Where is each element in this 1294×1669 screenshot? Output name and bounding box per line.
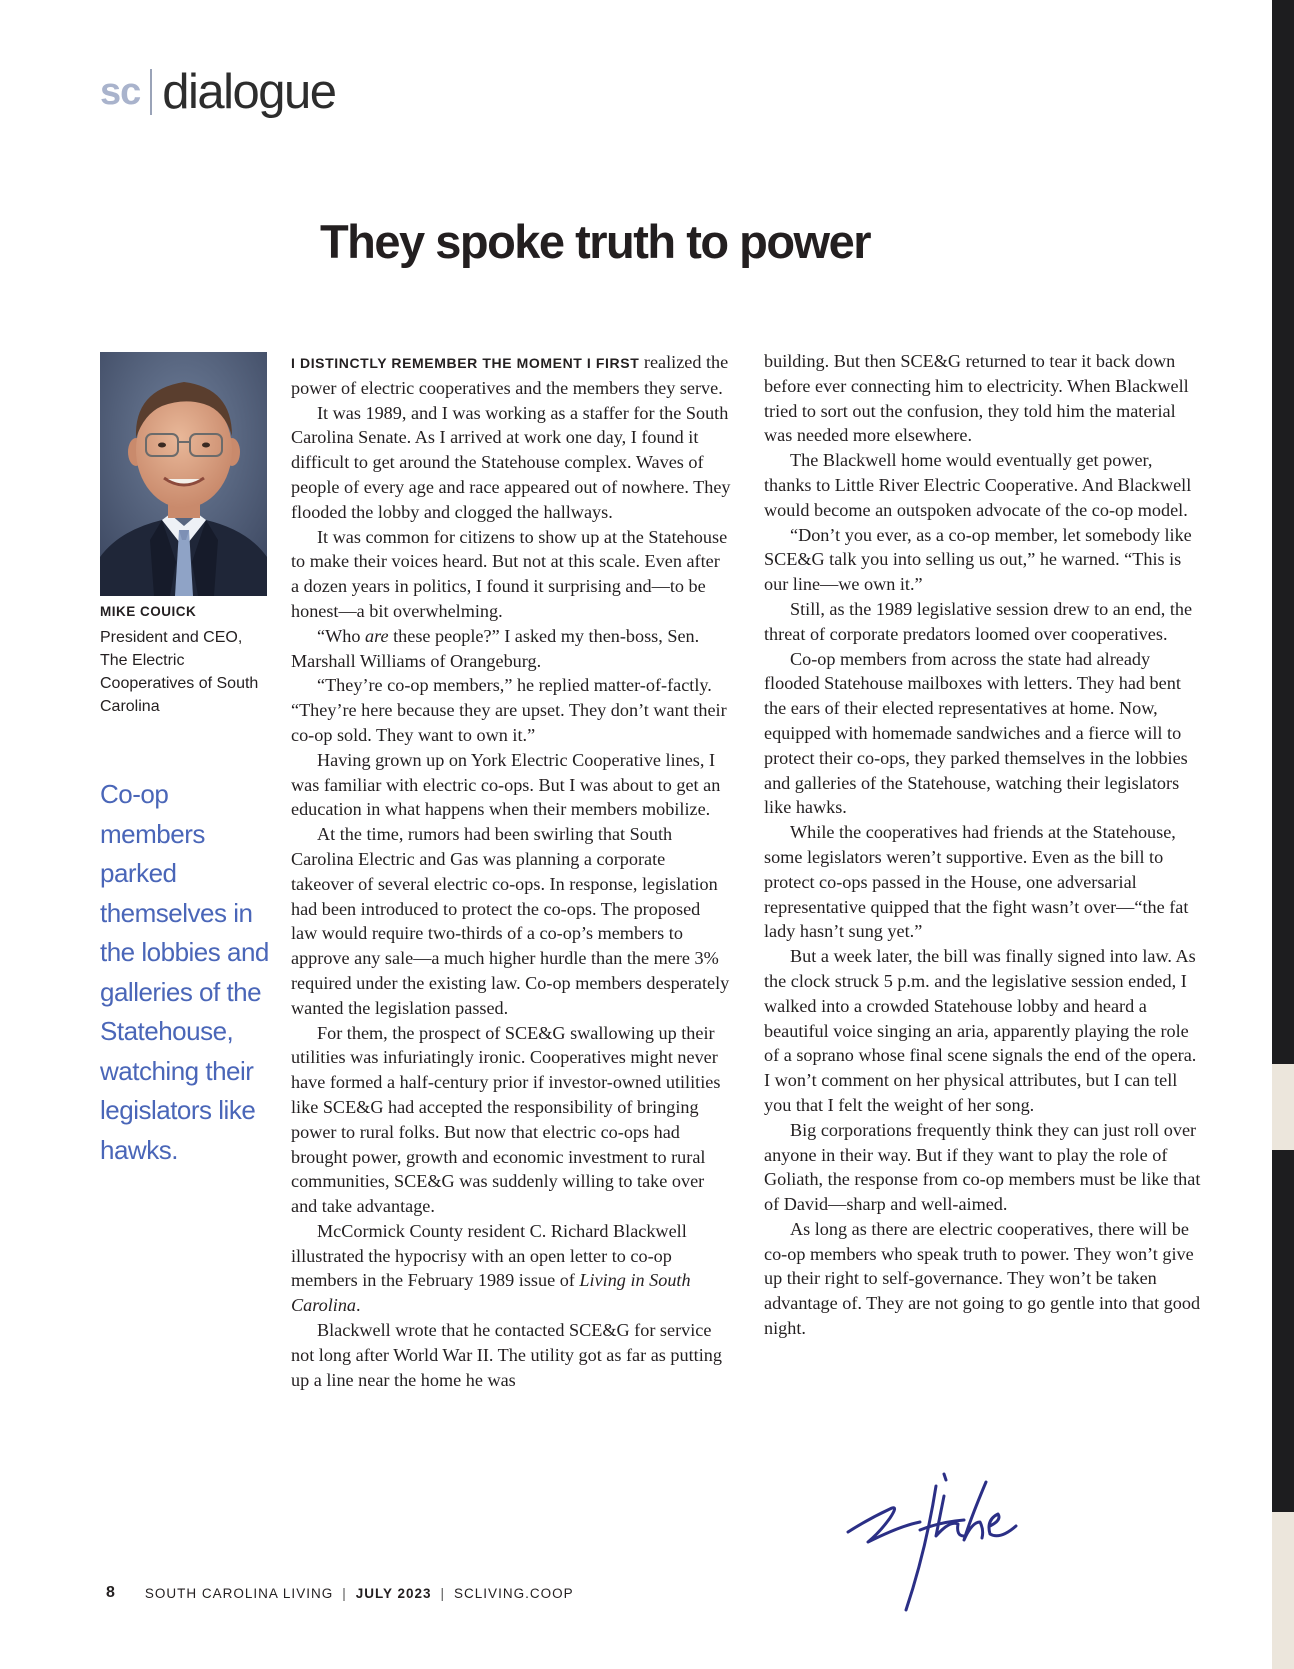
lead-text: realized the power of electric cooperatives and the members they serve. [291, 352, 729, 398]
article-paragraph: For them, the prospect of SCE&G swallowing up their utilities was infuriatingly ironic. Cooperatives might never have formed a half-century prior if investor-owned utilities like SCE&G had accepted the responsibility of bringing power to rural folks. But now that electric co-ops had brought power, growth and economic investment to rural communities, SCE&G was suddenly willing to take over and take advantage. [291, 1022, 721, 1217]
section-abbrev: sc [100, 70, 141, 113]
author-role: President and CEO, The Electric Cooperatives of South Carolina [100, 629, 259, 715]
author-portrait [100, 352, 267, 596]
article-headline: They spoke truth to power [319, 215, 871, 268]
article-lead-paragraph [291, 350, 731, 401]
article-paragraph: At the time, rumors had been swirling that South Carolina Electric and Gas was planning a corporate takeover of several electric co-ops. In response, legislation had been introduced to protect the co-ops. The proposed law would require two-thirds of a co-op’s members to approve any sale—a much higher hurdle than the mere 3% required under the existing law. Co-op members desperately wanted the legislation passed. [291, 824, 730, 1018]
article-column-2 [764, 349, 1204, 1341]
section-tag [100, 62, 336, 122]
article-paragraph: Big corporations frequently think they can just roll over anyone in their way. But if they want to play the role of Goliath, the response from co-op members must be like that of David—sharp and well-aimed. [764, 1119, 1201, 1215]
article-paragraph [291, 624, 731, 674]
article-paragraph: It was 1989, and I was working as a staffer for the South Carolina Senate. As I arrived at work one day, I found it difficult to get around the Statehouse complex. Waves of people of every age and race appeared out of nowhere. They flooded the lobby and clogged the hallways. [291, 402, 731, 522]
article-paragraph: Still, as the 1989 legislative session drew to an end, the threat of corporate predators loomed over cooperatives. [764, 598, 1193, 644]
section-divider [150, 69, 152, 115]
text-run: McCormick County resident C. Richard Blackwell illustrated the hypocrisy with an open letter to co-op members in the February 1989 issue of [291, 1220, 687, 1291]
article-paragraph: Co-op members from across the state had already flooded Statehouse mailboxes with letters. They had bent the ears of their elected representatives at home. Now, equipped with homemade sandwiches and a fierce will to protect their co-ops, they parked themselves in the lobbies and galleries of the Statehouse, watching their legislators like hawks. [764, 648, 1188, 818]
footer-separator: | [342, 1585, 347, 1601]
article-paragraph: “They’re co-op members,” he replied matter-of-factly. “They’re here because they are upset. They don’t want their co-op sold. They want to own it.” [291, 675, 727, 745]
article-paragraph: But a week later, the bill was finally signed into law. As the clock struck 5 p.m. and the legislative session ended, I walked into a crowded Statehouse lobby and heard a beautiful voice singing an aria, apparently playing the role of a soprano whose final scene signals the end of the opera. I won’t comment on her physical attributes, but I can tell you that I felt the weight of her song. [764, 946, 1197, 1115]
text-run: . [356, 1295, 361, 1316]
article-paragraph: Blackwell wrote that he contacted SCE&G for service not long after World War II. The utility got as far as putting up a line near the home he was [291, 1320, 722, 1390]
page-edge-gap [1272, 1064, 1294, 1150]
section-name: dialogue [162, 65, 336, 119]
page-edge-gap [1272, 1512, 1294, 1669]
lead-caps: I DISTINCTLY REMEMBER THE MOMENT I FIRST [291, 355, 640, 371]
author-signature [840, 1460, 1070, 1620]
article-paragraph: As long as there are electric cooperatives, there will be co-op members who speak truth to power. They won’t give up their right to self-governance. They won’t be taken advantage of. They are not going to go gentle into that good night. [764, 1218, 1201, 1339]
page-number: 8 [106, 1584, 115, 1601]
text-run: “Who [317, 625, 365, 646]
article-paragraph: Having grown up on York Electric Cooperative lines, I was familiar with electric co-ops. But I was about to get an education in what happens when their members mobilize. [291, 749, 721, 820]
article-paragraph: While the cooperatives had friends at the Statehouse, some legislators weren’t supportive. Even as the bill to protect co-ops passed in the House, one adversarial representative quipped that the fight wasn’t over—“the fat lady hasn’t sung yet.” [764, 822, 1189, 942]
publication-title: Living in South Carolina [291, 1270, 691, 1316]
article-paragraph [291, 1219, 731, 1318]
article-paragraph-continued: building. But then SCE&G returned to tear it back down before ever connecting him to electricity. When Blackwell tried to sort out the confusion, they told him the material was needed more elsewhere. [764, 351, 1189, 446]
issue-date: JULY 2023 [355, 1585, 432, 1601]
text-run: these people?” I asked my then-boss, Sen. Marshall Williams of Orangeburg. [291, 625, 700, 671]
article-paragraph: The Blackwell home would eventually get power, thanks to Little River Electric Cooperative. And Blackwell would become an outspoken advocate of the co-op model. [764, 450, 1192, 520]
pull-quote: Co-op members parked themselves in the lobbies and galleries of the Statehouse, watching their legislators like hawks. [100, 779, 269, 1165]
article-paragraph: It was common for citizens to show up at the Statehouse to make their voices heard. But not at this scale. Even after a dozen years in politics, I found it surprising and—to be honest—a bit overwhelming. [291, 526, 728, 621]
author-name: MIKE COUICK [100, 604, 197, 619]
page-edge-strip [1272, 0, 1294, 1669]
footer-separator: | [440, 1585, 446, 1601]
article-paragraph: “Don’t you ever, as a co-op member, let somebody like SCE&G talk you into selling us out,” he warned. “This is our line—we own it.” [764, 524, 1192, 595]
page-footer [106, 1584, 574, 1602]
article-column-1 [291, 350, 731, 1392]
emphasis: are [364, 625, 389, 646]
website-link[interactable]: SCLIVING.COOP [454, 1585, 574, 1601]
magazine-name: SOUTH CAROLINA LIVING [144, 1585, 334, 1601]
